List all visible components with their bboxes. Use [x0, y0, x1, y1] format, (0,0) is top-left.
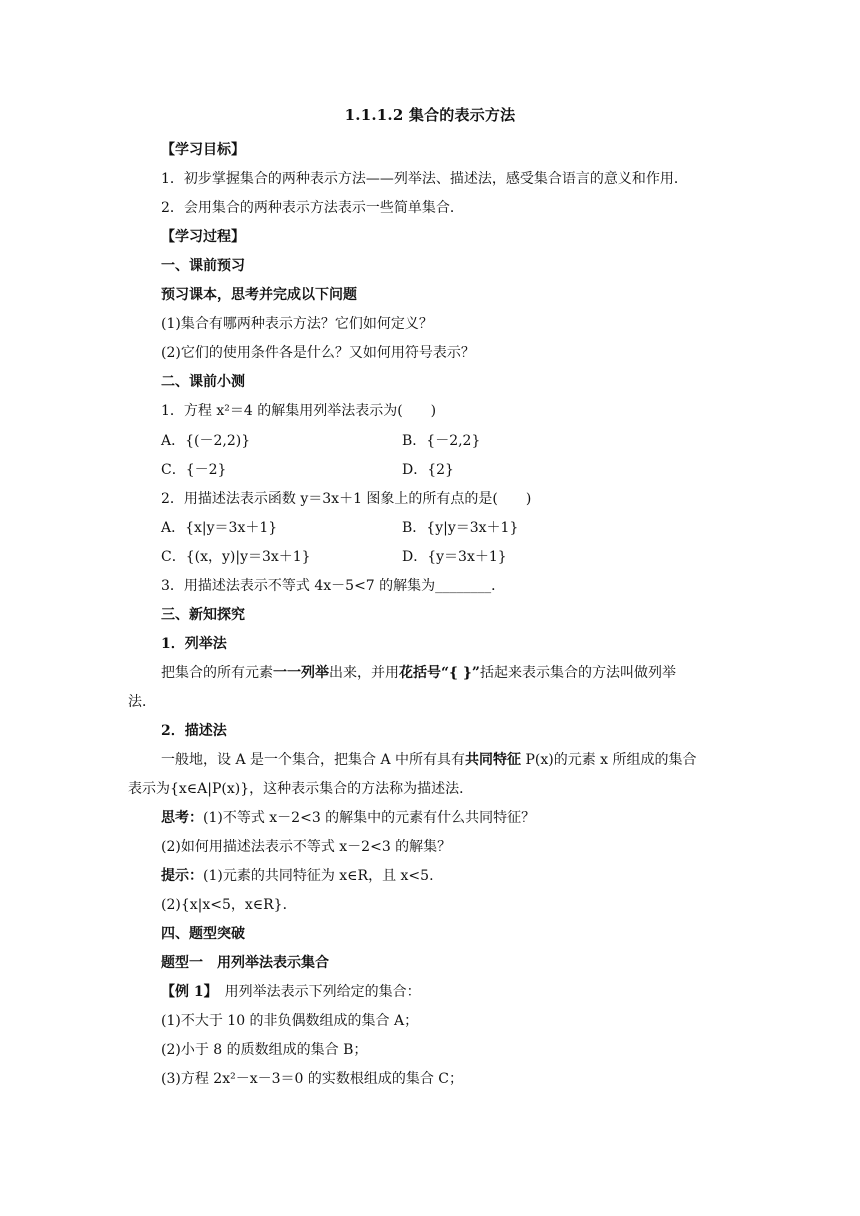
enumeration-text-c: 出来，并用: [329, 665, 399, 681]
quiz-question-2: 2．用描述法表示函数 y＝3x＋1 图象上的所有点的是( ): [161, 491, 532, 507]
description-definition: [161, 750, 697, 770]
example-1-text: 用列举法表示下列给定的集合：: [210, 984, 421, 1000]
quiz-question-3: 3．用描述法表示不等式 4x－5<7 的解集为________．: [161, 578, 506, 594]
section-2-heading: 二、课前小测: [161, 374, 245, 390]
think-2: (2)如何用描述法表示不等式 x－2<3 的解集？: [161, 839, 452, 855]
description-text-b: 共同特征: [465, 752, 522, 768]
example-1-item-3: (3)方程 2x²－x－3＝0 的实数根组成的集合 C；: [161, 1071, 464, 1087]
quiz-question-1: 1．方程 x²＝4 的解集用列举法表示为( ): [161, 403, 437, 419]
enumeration-text-f: 法．: [128, 694, 156, 710]
objectives-heading: 【学习目标】: [161, 142, 245, 158]
example-1-label: 【例 1】: [161, 984, 211, 1000]
enumeration-text-d: 花括号“{ }”: [399, 665, 480, 681]
section-3-heading: 三、新知探究: [161, 607, 245, 623]
example-1-item-2: (2)小于 8 的质数组成的集合 B；: [161, 1042, 368, 1058]
quiz-1-option-b: B．{－2,2}: [402, 433, 481, 449]
quiz-1-option-c: C．{－2}: [161, 462, 227, 478]
objective-1: 1．初步掌握集合的两种表示方法——列举法、描述法，感受集合语言的意义和作用．: [161, 171, 688, 187]
enumeration-text-b: 一一列举: [273, 665, 329, 681]
section-4-heading: 四、题型突破: [161, 926, 245, 942]
quiz-2-option-c: C．{(x，y)|y＝3x＋1}: [161, 549, 311, 565]
preview-question-1: (1)集合有哪两种表示方法？它们如何定义？: [161, 316, 433, 332]
example-1-item-1: (1)不大于 10 的非负偶数组成的集合 A；: [161, 1013, 419, 1029]
hint-2: (2){x|x<5，x∈R}．: [161, 897, 297, 913]
enumeration-heading: 1．列举法: [161, 636, 227, 652]
think-1: (1)不等式 x－2<3 的解集中的元素有什么共同特征？: [203, 810, 536, 826]
process-heading: 【学习过程】: [161, 229, 245, 245]
quiz-1-option-d: D．{2}: [402, 462, 454, 478]
objective-2: 2．会用集合的两种表示方法表示一些简单集合．: [161, 200, 464, 216]
page-title: 1.1.1.2 集合的表示方法: [344, 106, 516, 124]
description-heading: 2．描述法: [161, 723, 227, 739]
description-text-d: 表示为{x∈A|P(x)}，这种表示集合的方法称为描述法．: [128, 781, 474, 797]
hint-1: (1)元素的共同特征为 x∈R，且 x<5.: [203, 868, 434, 884]
quiz-2-option-d: D．{y＝3x＋1}: [402, 549, 507, 565]
description-text-a: 一般地，设 A 是一个集合，把集合 A 中所有具有: [161, 752, 466, 768]
section-1-subheading: 预习课本，思考并完成以下问题: [161, 287, 357, 303]
hint-line-1: [161, 866, 434, 886]
think-line-1: [161, 808, 535, 828]
quiz-1-option-a: A．{(－2,2)}: [161, 433, 251, 449]
enumeration-text-a: 把集合的所有元素: [161, 665, 273, 681]
example-1: [161, 982, 421, 1002]
section-1-heading: 一、课前预习: [161, 258, 245, 274]
hint-label: 提示：: [161, 868, 203, 884]
quiz-2-option-a: A．{x|y＝3x＋1}: [161, 520, 278, 536]
enumeration-text-e: 括起来表示集合的方法叫做列举: [480, 665, 676, 681]
enumeration-definition: [161, 663, 676, 683]
preview-question-2: (2)它们的使用条件各是什么？又如何用符号表示？: [161, 345, 475, 361]
type-1-heading: 题型一 用列举法表示集合: [161, 955, 329, 971]
description-text-c: P(x)的元素 x 所组成的集合: [521, 752, 697, 768]
think-label: 思考：: [161, 810, 203, 826]
quiz-2-option-b: B．{y|y＝3x＋1}: [402, 520, 519, 536]
